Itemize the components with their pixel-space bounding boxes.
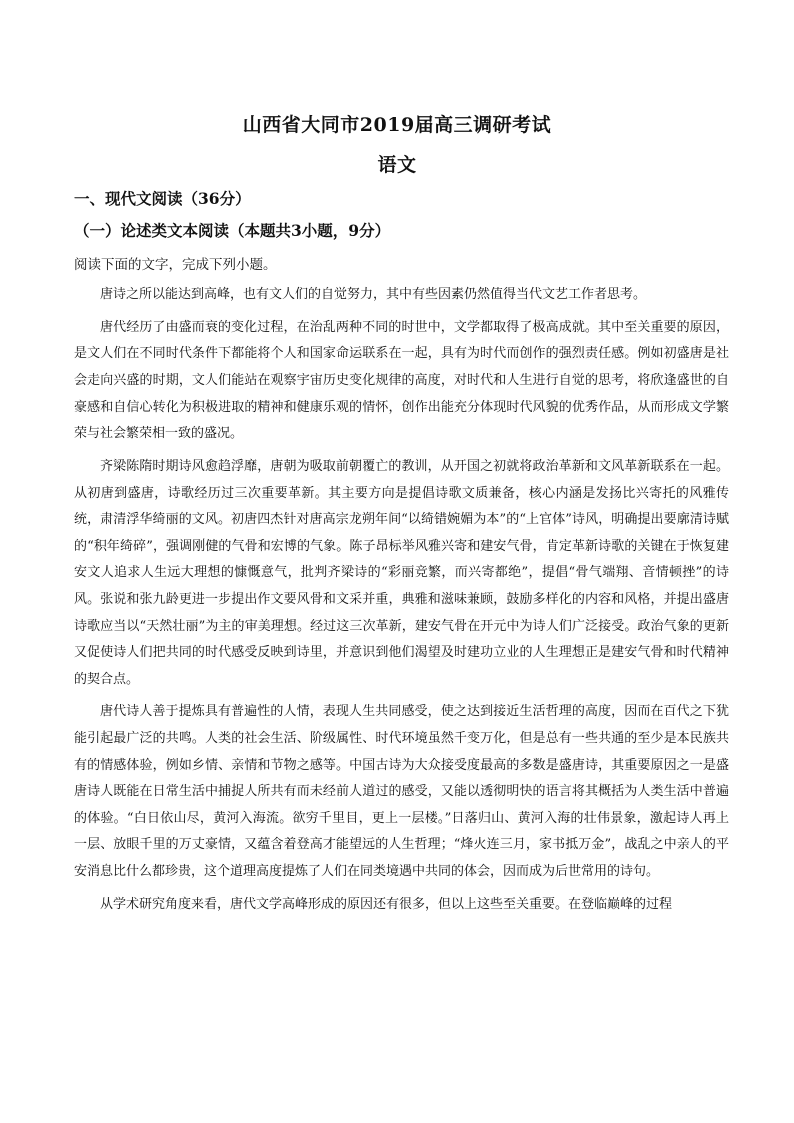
exam-title: 山西省大同市2019届高三调研考试 (242, 114, 552, 136)
passage-paragraph: 齐梁陈隋时期诗风愈趋浮靡，唐朝为吸取前朝覆亡的教训，从开国之初就将政治革新和文风革新联系在一起。从初唐到盛唐，诗歌经历过三次重要革新。其主要方向是提倡诗歌文质兼备，核心内涵是发扬比兴寄托的风雅传统，肃清浮华绮丽的文风。初唐四杰针对唐高宗龙朔年间“以绮错婉媚为本”的“上官体”诗风，明确提出要廓清诗赋的“积年绮碎”，强调刚健的气骨和宏博的气象。陈子昂标举风雅兴寄和建安气骨，肯定革新诗歌的关键在于恢复建安文人追求人生远大理想的慷慨意气，批判齐梁诗的“彩丽竞繁，而兴寄都绝”，提倡“骨气端翔、音情顿挫”的诗风。张说和张九龄更进一步提出作文要风骨和文采并重，典雅和滋味兼顾，鼓励多样化的内容和风格，并提出盛唐诗歌应当以“天然壮丽”为主的审美理想。经过这三次革新，建安气骨在开元中为诗人们广泛接受。政治气象的更新又促使诗人们把共同的时代感受反映到诗里，并意识到他们渴望及时建功立业的人生理想正是建安气骨和时代精神的契合点。 (74, 458, 729, 687)
passage-paragraph: 唐代经历了由盛而衰的变化过程，在治乱两种不同的时世中，文学都取得了极高成就。其中至关重要的原因，是文人们在不同时代条件下都能将个人和国家命运联系在一起，具有为时代而创作的强烈责任感。例如初盛唐是社会走向兴盛的时期，文人们能站在观察宇宙历史变化规律的高度，对时代和人生进行自觉的思考，将欣逢盛世的自豪感和自信心转化为积极进取的精神和健康乐观的情怀，创作出能充分体现时代风貌的优秀作品，从而形成文学繁荣与社会繁荣相一致的盛况。 (74, 319, 729, 442)
subsection-heading: （一）论述类文本阅读（本题共3小题，9分） (74, 221, 391, 240)
passage-paragraph: 从学术研究角度来看，唐代文学高峰形成的原因还有很多，但以上这些至关重要。在登临巅峰的过程 (100, 896, 673, 912)
passage-paragraph: 唐诗之所以能达到高峰，也有文人们的自觉努力，其中有些因素仍然值得当代文艺工作者思考。 (100, 287, 647, 302)
reading-passage (74, 282, 729, 918)
passage-paragraph: 唐代诗人善于提炼具有普遍性的人情，表现人生共同感受，使之达到接近生活哲理的高度，因而在百代之下犹能引起最广泛的共鸣。人类的社会生活、阶级属性、时代环境虽然千变万化，但是总有一些共通的至少是本民族共有的情感体验，例如乡情、亲情和节物之感等。中国古诗为大众接受度最高的多数是盛唐诗，其重要原因之一是盛唐诗人既能在日常生活中捕捉人所共有而未经前人道过的感受，又能以透彻明快的语言将其概括为人类生活中普遍的体验。“白日依山尽，黄河入海流。欲穷千里目，更上一层楼。”日落归山、黄河入海的壮伟景象，激起诗人再上一层、放眼千里的万丈豪情，又蕴含着登高才能望远的人生哲理；“烽火连三月，家书抵万金”，战乱之中亲人的平安消息比什么都珍贵，这个道理高度提炼了人们在同类境遇中共同的体会，因而成为后世常用的诗句。 (74, 704, 729, 880)
reading-instruction: 阅读下面的文字，完成下列小题。 (74, 257, 277, 273)
subject-title: 语文 (377, 154, 417, 176)
section-heading: 一、现代文阅读（36分） (74, 189, 251, 208)
